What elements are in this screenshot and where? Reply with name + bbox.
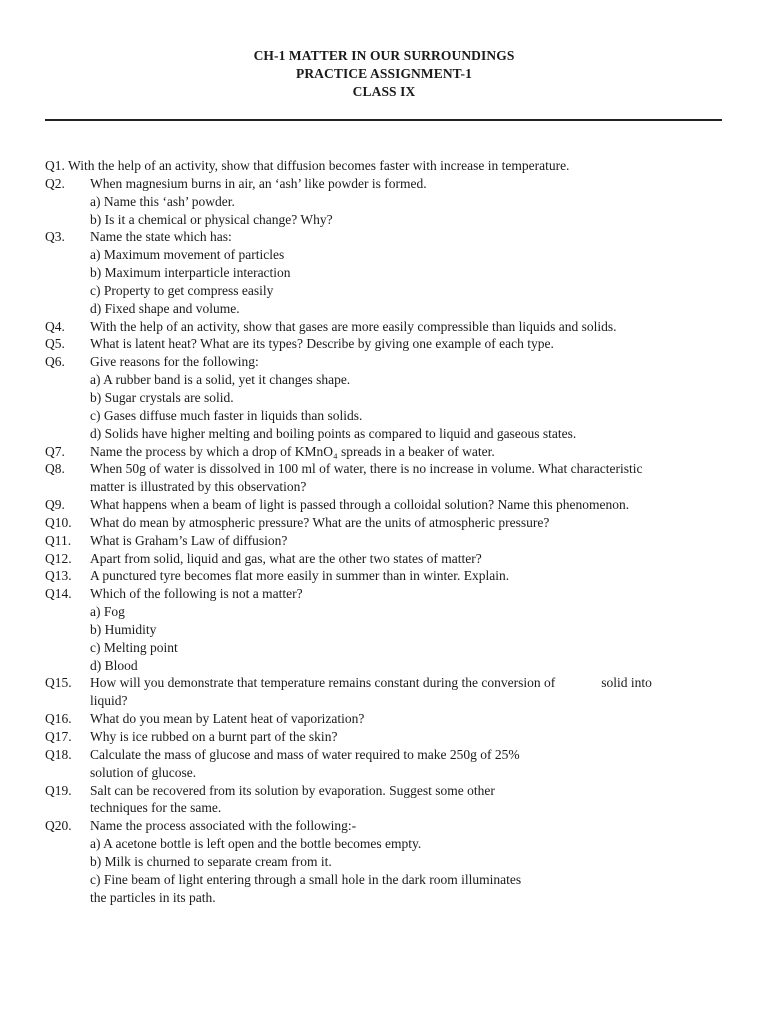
question-text: With the help of an activity, show that gases are more easily compressible than liquids and solids. [90, 318, 617, 334]
question-1: Q1. With the help of an activity, show that diffusion becomes faster with increase in temperature. [45, 158, 570, 173]
question-number: Q18. [45, 746, 72, 762]
question-text: What happens when a beam of light is passed through a colloidal solution? Name this phenomenon. [90, 497, 630, 513]
option-item: a) Name this ‘ash’ powder. [90, 193, 235, 209]
question-number: Q9. [45, 497, 65, 513]
question-text: When magnesium burns in air, an ‘ash’ like powder is formed. [90, 175, 427, 191]
blank-gap [555, 674, 601, 692]
question-number: Q8. [45, 461, 65, 477]
question-text: What do mean by atmospheric pressure? What are the units of atmospheric pressure? [90, 514, 550, 530]
question-10 [45, 514, 725, 532]
question-number: Q5. [45, 336, 65, 352]
question-list [45, 157, 725, 906]
option-item: c) Fine beam of light entering through a small hole in the dark room illuminates [90, 871, 522, 887]
question-number: Q13. [45, 568, 72, 584]
question-18 [45, 746, 725, 764]
question-continuation: the particles in its path. [90, 889, 216, 905]
question-text: Name the process by which a drop of KMnO₄ spreads in a beaker of water. [90, 443, 495, 459]
option-item: c) Melting point [90, 639, 178, 655]
question-text: How will you demonstrate that temperature remains constant during the conversion of [90, 675, 556, 691]
question-2 [45, 175, 725, 193]
header-divider [45, 119, 722, 121]
question-continuation: liquid? [90, 693, 128, 709]
assignment-title: PRACTICE ASSIGNMENT-1 [295, 66, 472, 81]
question-11 [45, 532, 725, 550]
question-text: Calculate the mass of glucose and mass of water required to make 250g of 25% [90, 746, 520, 762]
question-text: Apart from solid, liquid and gas, what are the other two states of matter? [90, 550, 482, 566]
question-number: Q12. [45, 550, 72, 566]
question-continuation: techniques for the same. [90, 800, 222, 816]
question-number: Q2. [45, 175, 65, 191]
question-number: Q15. [45, 675, 72, 691]
option-item: d) Solids have higher melting and boiling points as compared to liquid and gaseous states. [90, 425, 577, 441]
question-continuation: matter is illustrated by this observation? [90, 479, 307, 495]
question-text: What is latent heat? What are its types? Describe by giving one example of each type. [90, 336, 554, 352]
question-number: Q3. [45, 229, 65, 245]
question-text: What do you mean by Latent heat of vaporization? [90, 711, 365, 727]
option-item: b) Milk is churned to separate cream from it. [90, 853, 332, 869]
option-item: b) Is it a chemical or physical change? Why? [90, 211, 333, 227]
question-text: Which of the following is not a matter? [90, 586, 303, 602]
question-8 [45, 460, 725, 478]
question-17 [45, 728, 725, 746]
option-item: a) Fog [90, 604, 125, 620]
question-7 [45, 443, 725, 461]
question-text: Name the state which has: [90, 229, 232, 245]
option-item: a) A rubber band is a solid, yet it changes shape. [90, 372, 351, 388]
question-number: Q19. [45, 782, 72, 798]
question-12 [45, 550, 725, 568]
question-text: Salt can be recovered from its solution by evaporation. Suggest some other [90, 782, 495, 798]
question-3 [45, 228, 725, 246]
question-text: Why is ice rubbed on a burnt part of the skin? [90, 729, 338, 744]
question-number: Q10. [45, 514, 72, 530]
question-number: Q20. [45, 818, 72, 834]
question-text: Name the process associated with the following:- [90, 818, 357, 834]
option-item: a) Maximum movement of particles [90, 247, 285, 263]
question-19 [45, 782, 725, 800]
option-item: b) Maximum interparticle interaction [90, 265, 291, 281]
question-14 [45, 585, 725, 603]
question-9 [45, 496, 725, 514]
question-number: Q16. [45, 711, 72, 727]
option-item: c) Gases diffuse much faster in liquids than solids. [90, 407, 363, 423]
class-label: CLASS IX [352, 84, 416, 99]
question-text: Give reasons for the following: [90, 354, 259, 370]
question-continuation: solution of glucose. [90, 764, 197, 780]
option-item: a) A acetone bottle is left open and the bottle becomes empty. [90, 836, 422, 852]
question-text: When 50g of water is dissolved in 100 ml of water, there is no increase in volume. What characteristic [90, 461, 643, 477]
question-number: Q17. [45, 729, 72, 744]
question-number: Q4. [45, 318, 65, 334]
question-5 [45, 335, 725, 353]
option-item: d) Blood [90, 657, 138, 673]
question-number: Q11. [45, 532, 72, 548]
option-item: b) Humidity [90, 621, 157, 637]
question-13 [45, 567, 725, 585]
question-number: Q6. [45, 354, 65, 370]
question-15 [45, 674, 725, 692]
question-4 [45, 318, 725, 336]
question-20 [45, 817, 725, 835]
question-6 [45, 353, 725, 371]
question-text: What is Graham’s Law of diffusion? [90, 532, 288, 548]
option-item: d) Fixed shape and volume. [90, 300, 240, 316]
assignment-header [0, 47, 768, 101]
chapter-title: CH-1 MATTER IN OUR SURROUNDINGS [253, 48, 515, 63]
option-item: b) Sugar crystals are solid. [90, 389, 234, 405]
option-item: c) Property to get compress easily [90, 282, 274, 298]
question-text: A punctured tyre becomes flat more easily in summer than in winter. Explain. [90, 568, 510, 584]
question-number: Q7. [45, 443, 65, 459]
question-number: Q14. [45, 586, 72, 602]
question-text-end: solid into [601, 675, 652, 691]
question-16 [45, 710, 725, 728]
